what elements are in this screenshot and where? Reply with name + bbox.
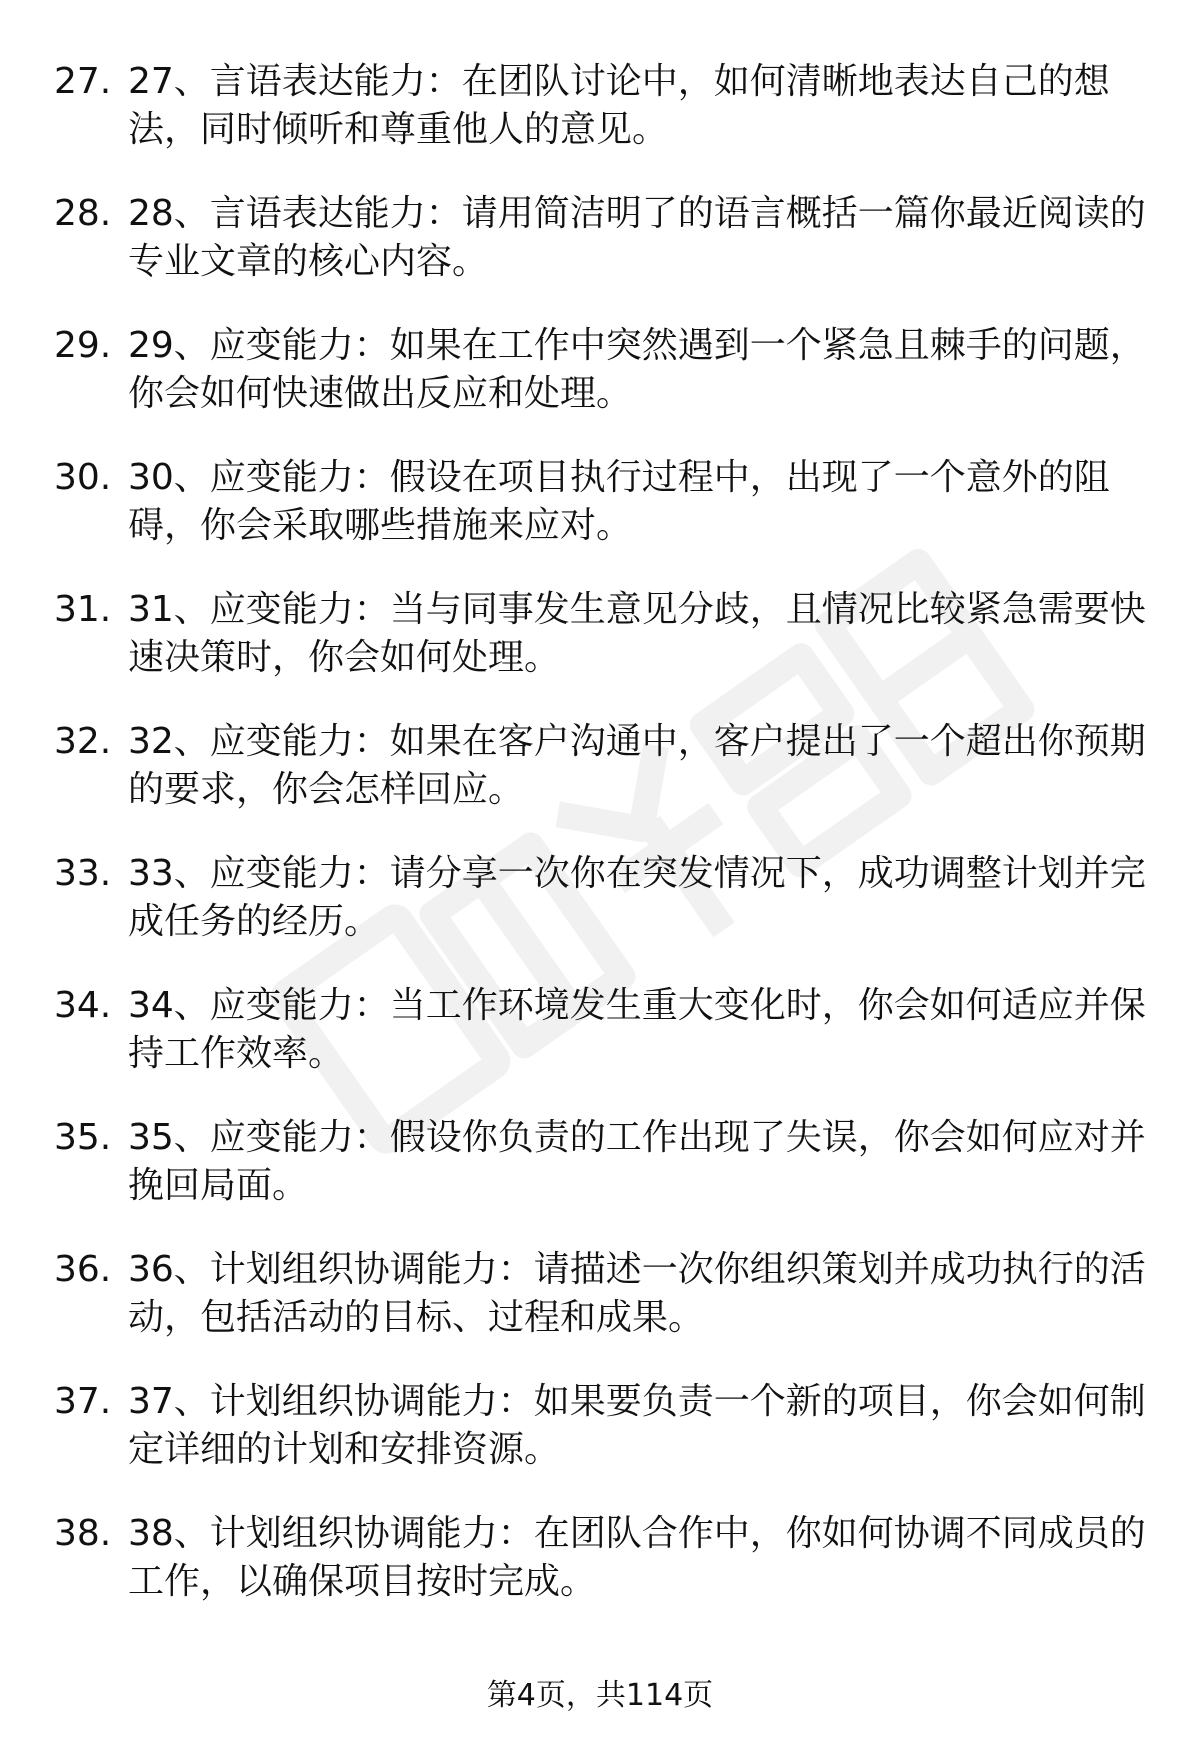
item-text: 31、应变能力：当与同事发生意见分歧，且情况比较紧急需要快速决策时，你会如何处理。 [128, 589, 1146, 678]
item-text: 27、言语表达能力：在团队讨论中，如何清晰地表达自己的想法，同时倾听和尊重他人的意见。 [128, 61, 1110, 150]
list-item [0, 1510, 1200, 1642]
list-item [0, 718, 1200, 850]
question-list [0, 58, 1200, 1642]
item-text: 30、应变能力：假设在项目执行过程中，出现了一个意外的阻碍，你会采取哪些措施来应对。 [128, 457, 1110, 546]
item-number: 38. [54, 1513, 112, 1554]
item-number: 35. [54, 1117, 112, 1158]
item-text: 28、言语表达能力：请用简洁明了的语言概括一篇你最近阅读的专业文章的核心内容。 [128, 193, 1146, 282]
item-text: 36、计划组织协调能力：请描述一次你组织策划并成功执行的活动，包括活动的目标、过程和成果。 [128, 1249, 1146, 1338]
list-item [0, 850, 1200, 982]
list-item [0, 586, 1200, 718]
page-footer: 第4页，共114页 [486, 1678, 714, 1713]
item-text: 35、应变能力：假设你负责的工作出现了失误，你会如何应对并挽回局面。 [128, 1117, 1146, 1206]
item-number: 30. [54, 457, 112, 498]
list-item [0, 58, 1200, 190]
item-number: 31. [54, 589, 112, 630]
item-number: 37. [54, 1381, 112, 1422]
list-item [0, 1114, 1200, 1246]
list-item [0, 454, 1200, 586]
item-text: 29、应变能力：如果在工作中突然遇到一个紧急且棘手的问题，你会如何快速做出反应和处理。 [128, 325, 1146, 414]
item-number: 34. [54, 985, 112, 1026]
item-number: 33. [54, 853, 112, 894]
list-item [0, 190, 1200, 322]
list-item [0, 982, 1200, 1114]
list-item [0, 322, 1200, 454]
item-text: 38、计划组织协调能力：在团队合作中，你如何协调不同成员的工作，以确保项目按时完成。 [128, 1513, 1146, 1602]
item-text: 32、应变能力：如果在客户沟通中，客户提出了一个超出你预期的要求，你会怎样回应。 [128, 721, 1146, 810]
item-text: 34、应变能力：当工作环境发生重大变化时，你会如何适应并保持工作效率。 [128, 985, 1146, 1074]
item-number: 27. [54, 61, 112, 102]
list-item [0, 1246, 1200, 1378]
item-number: 29. [54, 325, 112, 366]
item-number: 36. [54, 1249, 112, 1290]
item-text: 37、计划组织协调能力：如果要负责一个新的项目，你会如何制定详细的计划和安排资源。 [128, 1381, 1146, 1470]
list-item [0, 1378, 1200, 1510]
item-number: 28. [54, 193, 112, 234]
item-text: 33、应变能力：请分享一次你在突发情况下，成功调整计划并完成任务的经历。 [128, 853, 1146, 942]
item-number: 32. [54, 721, 112, 762]
